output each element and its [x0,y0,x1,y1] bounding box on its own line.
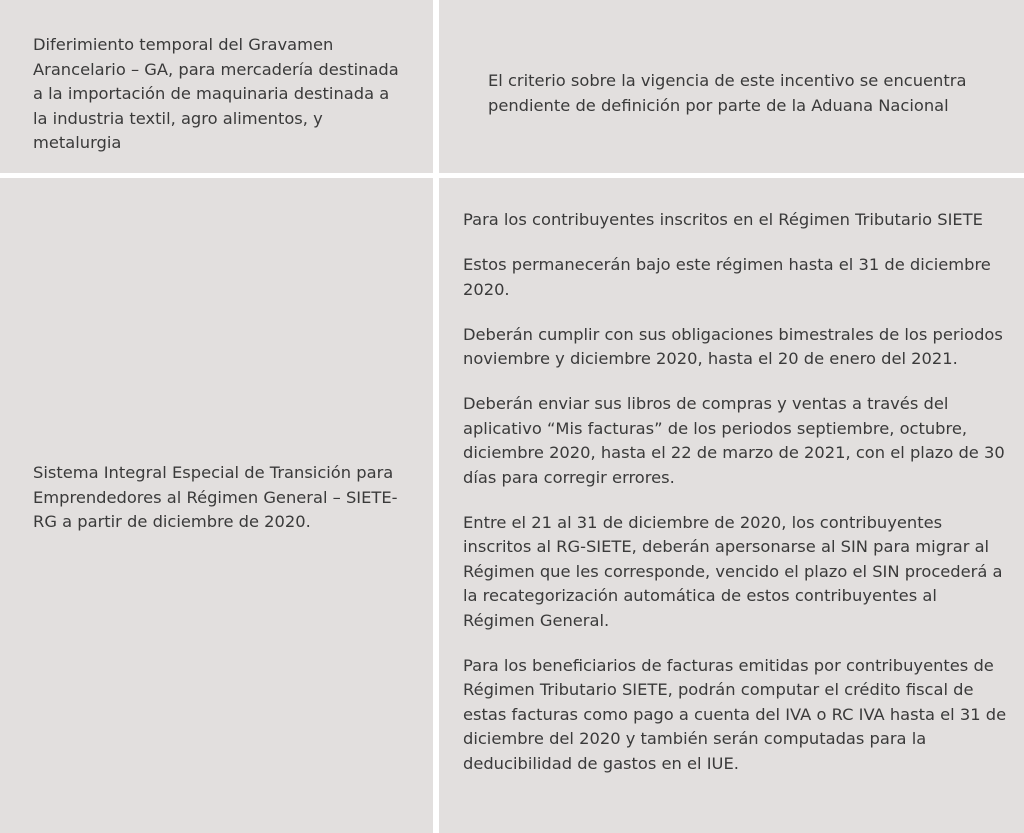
row1-status-text: El criterio sobre la vigencia de este incentivo se encuentra pendiente de definición por parte de la Aduana Nacional [488,71,967,115]
row2-details [463,208,1011,776]
row2-incentive-text: Sistema Integral Especial de Transición para Emprendedores al Régimen General – SIETE-RG a partir de diciembre de 2020. [33,463,398,531]
detail-paragraph: Estos permanecerán bajo este régimen hasta el 31 de diciembre 2020. [463,255,991,299]
detail-paragraph: Para los contribuyentes inscritos en el Régimen Tributario SIETE [463,210,983,229]
detail-paragraph: Para los beneficiarios de facturas emitidas por contribuyentes de Régimen Tributario SIETE, podrán computar el crédito fiscal de estas facturas como pago a cuenta del IVA o RC IVA hasta el 31 de diciembre del 2020 y también serán computadas para la deducibilidad de gastos en el IUE. [463,655,1007,773]
detail-paragraph: Entre el 21 al 31 de diciembre de 2020, los contribuyentes inscritos al RG-SIETE, deberán apersonarse al SIN para migrar al Régimen que les corresponde, vencido el plazo el SIN procederá a la recategorización automática de estos contribuyentes al Régimen General. [463,512,1003,630]
row1-incentive-text: Diferimiento temporal del Gravamen Arancelario – GA, para mercadería destinada a la importación de maquinaria destinada a la industria textil, agro alimentos, y metalurgia [33,35,399,152]
row1-incentive-cell [0,0,433,173]
detail-paragraph: Deberán enviar sus libros de compras y ventas a través del aplicativo “Mis facturas” de los periodos septiembre, octubre, diciembre 2020, hasta el 22 de marzo de 2021, con el plazo de 30 días para corregir errores. [463,394,1005,487]
row1-status-cell [439,0,1024,173]
detail-paragraph: Deberán cumplir con sus obligaciones bimestrales de los periodos noviembre y diciembre 2020, hasta el 20 de enero del 2021. [463,324,1003,369]
row2-incentive-cell [0,178,433,833]
row2-details-cell [439,178,1024,833]
